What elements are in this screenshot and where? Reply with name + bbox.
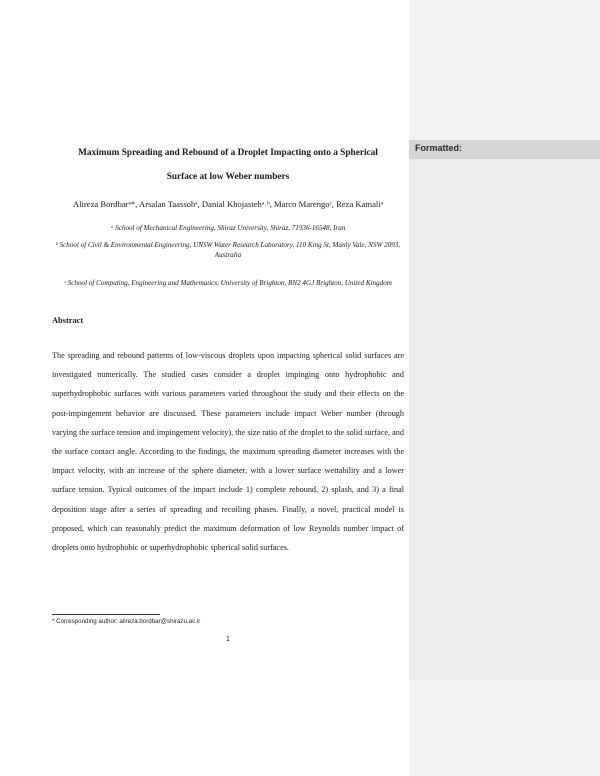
formatted-comment-label: Formatted:	[415, 143, 462, 153]
paper-title-line-2: Surface at low Weber numbers	[166, 172, 290, 182]
paper-title-line-1: Maximum Spreading and Rebound of a Droplet Impacting onto a Spherical	[78, 148, 378, 158]
affiliation-b: ᵇ School of Civil & Environmental Engineering, UNSW Water Research Laboratory, 110 King St, Manly Vale, NSW 2093, Australia	[55, 241, 401, 259]
formatted-comment-balloon[interactable]	[409, 159, 600, 680]
affiliation-c: ᶜ School of Computing, Engineering and Mathematics, University of Brighton, BN2 4GJ Brighton, United Kingdom	[64, 279, 392, 287]
footnote-divider	[52, 614, 160, 615]
author-list: Alireza Bordbarᵃ*, Arsalan Taassobᵃ, Danial Khojastehᵃ˒ᵇ, Marco Marengoᶜ, Reza Kamaliᵃ	[72, 199, 384, 209]
corresponding-author-footnote: * Corresponding author: alireza.bordbar@shirazu.ac.ir	[52, 618, 201, 625]
abstract-body: The spreading and rebound patterns of low-viscous droplets upon impacting spherical solid surfaces are investigated numerically. The studied cases consider a droplet impinging onto hydrophobic and superhydrophobic surfaces with various parameters varied throughout the study and their effects on the post-impingement behavior are discussed. These parameters include impact Weber number (through varying the surface tension and impingement velocity), the size ratio of the droplet to the solid surface, and the surface contact angle. According to the findings, the maximum spreading diameter increases with the impact velocity, with an increase of the sphere diameter, with a lower surface wettability and a lower surface tension. Typical outcomes of the impact include 1) complete rebound, 2) splash, and 3) a final deposition stage after a series of spreading and recoiling phases. Finally, a novel, practical model is proposed, which can reasonably predict the maximum deformation of low Reynolds number impact of droplets onto hydrophobic or superhydrophobic spherical solid surfaces.	[52, 351, 404, 553]
page-number: 1	[226, 636, 230, 643]
formatted-comment-header[interactable]	[409, 140, 600, 159]
abstract-heading: Abstract	[52, 316, 84, 325]
affiliation-a: ᵃ School of Mechanical Engineering, Shiraz University, Shiraz, 71936-16548, Iran	[110, 224, 346, 232]
